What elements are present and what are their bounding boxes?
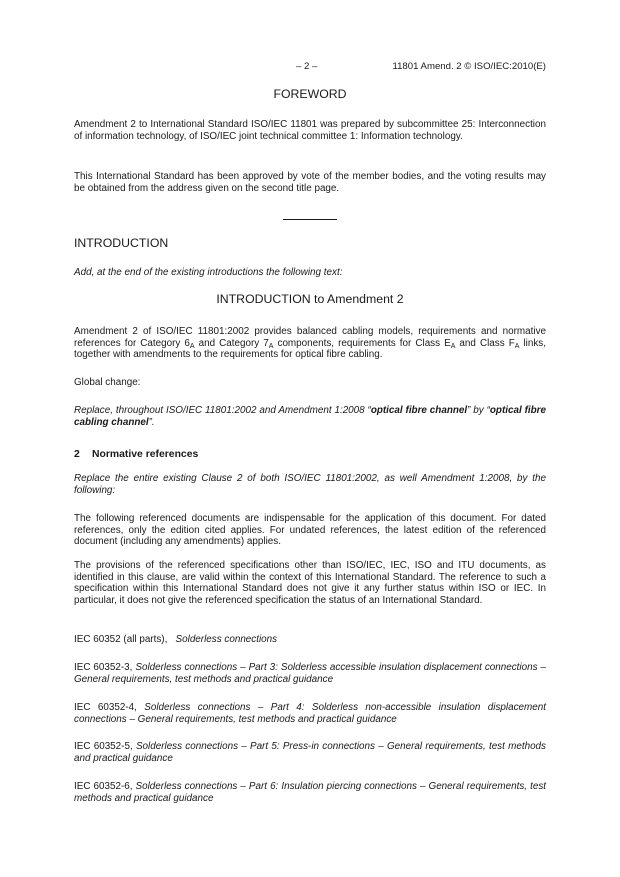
reference-entry (74, 702, 546, 725)
intro-text-5: links, together with amendments to the requirements for optical fibre cabling. (74, 337, 546, 361)
foreword-paragraph-2: This International Standard has been approved by vote of the member bodies, and the voting results may be obtained from the address given on the second title page. (74, 171, 546, 194)
introduction-instruction: Add, at the end of the existing introductions the following text: (74, 267, 343, 278)
introduction-amendment-title: INTRODUCTION to Amendment 2 (216, 292, 404, 306)
reference-title: Solderless connections (175, 634, 278, 645)
introduction-paragraph (74, 326, 546, 361)
intro-text-4: and Class F (455, 337, 515, 349)
reference-title: Solderless connections – Part 3: Solderless accessible insulation displacement connections – General requirements, test methods and practical guidance (74, 662, 546, 685)
section-2-heading (74, 449, 546, 461)
reference-code: IEC 60352-6, (74, 781, 133, 792)
section-2-number: 2 (74, 449, 80, 460)
intro-text-1: Amendment 2 of ISO/IEC 11801:2002 provides balanced cabling models, requirements and normative references for Category 6 (74, 326, 546, 349)
reference-title: Solderless connections – Part 6: Insulation piercing connections – General requirements, test methods and practical guidance (74, 781, 546, 804)
intro-text-2: and Category 7 (194, 337, 269, 349)
section-2-paragraph-1: The following referenced documents are indispensable for the application of this document. For dated references, only the edition cited applies. For undated references, the latest edition of the referenced document (including any amendments) applies. (74, 513, 546, 548)
replace-bold-1: optical fibre channel (370, 405, 468, 416)
reference-entry (74, 741, 546, 764)
section-2-title: Normative references (92, 449, 199, 460)
reference-title: Solderless connections – Part 4: Solderless non-accessible insulation displacement connections – General requirements, test methods and practical guidance (74, 702, 546, 725)
section-divider (283, 219, 337, 220)
reference-code: IEC 60352-3, (74, 662, 133, 673)
reference-code: IEC 60352-4, (74, 702, 137, 713)
reference-entry (74, 634, 546, 646)
replace-text-3: ”. (148, 416, 155, 428)
page-number: – 2 – (296, 61, 318, 72)
foreword-title: FOREWORD (273, 87, 347, 101)
page-header (74, 61, 546, 75)
section-2-instruction: Replace the entire existing Clause 2 of both ISO/IEC 11801:2002, as well Amendment 1:2008, by the following: (74, 473, 546, 496)
document-reference: 11801 Amend. 2 © ISO/IEC:2010(E) (392, 61, 546, 72)
replace-text-1: Replace, throughout ISO/IEC 11801:2002 and Amendment 1:2008 “ (74, 405, 371, 416)
replace-text-2: ” by “ (467, 405, 490, 416)
intro-subscript-2: A (268, 342, 274, 350)
reference-code: IEC 60352 (all parts), (74, 634, 168, 645)
intro-text-3: components, requirements for Class E (273, 337, 451, 349)
section-2-paragraph-2: The provisions of the referenced specifications other than ISO/IEC, IEC, ISO and ITU documents, as identified in this clause, are valid within the context of this International Standard. The reference to such a specification within this International Standard does not give it any further status within ISO or IEC. In particular, it does not give the referenced specification the status of an International Standard. (74, 560, 546, 606)
replace-bold-2: optical fibre cabling channel (74, 405, 546, 428)
introduction-title: INTRODUCTION (74, 236, 169, 250)
global-change-label: Global change: (74, 377, 141, 388)
reference-title: Solderless connections – Part 5: Press-in connections – General requirements, test methods and practical guidance (74, 741, 546, 764)
intro-subscript-4: A (514, 342, 520, 350)
reference-entry (74, 781, 546, 804)
global-change-instruction (74, 405, 546, 428)
intro-subscript-1: A (189, 342, 195, 350)
foreword-paragraph-1: Amendment 2 to International Standard ISO/IEC 11801 was prepared by subcommittee 25: Interconnection of information technology, of ISO/IEC joint technical committee 1: Information technology. (74, 119, 546, 142)
intro-subscript-3: A (450, 342, 456, 350)
reference-entry (74, 662, 546, 685)
reference-code: IEC 60352-5, (74, 741, 133, 752)
